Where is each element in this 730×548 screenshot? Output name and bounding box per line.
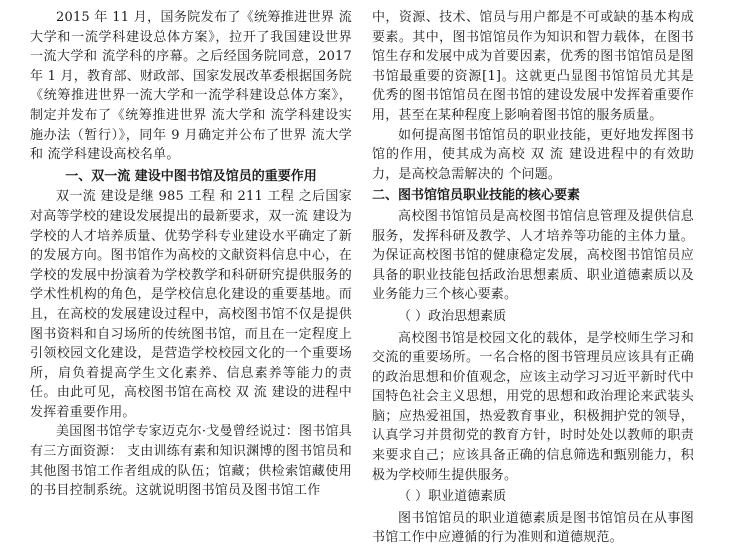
section-1-paragraph-3: 如何提高图书馆馆员的职业技能，更好地发挥图书馆的作用，使其成为高校 双 流 建设进程中的有效助力，是高校急需解决的 个问题。: [372, 127, 694, 182]
section-2-paragraph-2: 高校图书馆是校园文化的载体，是学校师生学习和交流的重要场所。一名合格的图书管理员应该具有正确的政治思想和价值观念，应该主动学习习近平新时代中国特色社会主义思想，用党的思想和政治理论来武装头脑；应热爱祖国，热爱教育事业，积极拥护党的领导，认真学习并贯彻党的教育方针，时时处处以教师的职责来要求自己；应该具备正确的信息筛选和甄别能力，积极为学校师生提供服务。: [372, 330, 694, 483]
left-column: [30, 8, 352, 501]
section-2-paragraph-3: 图书馆馆员的职业道德素质是图书馆馆员在从事图书馆工作中应遵循的行为准则和道德规范。: [372, 510, 694, 546]
right-column: [372, 8, 694, 548]
section-heading-1: 一、双一流 建设中图书馆及馆员的重要作用: [65, 168, 317, 184]
intro-paragraph: 2015 年 11 月，国务院发布了《统筹推进世界 流大学和一流学科建设总体方案》，拉开了我国建设世界一流大学和 流学科的序幕。之后经国务院同意，2017 年 1 月，教育部、财政部、国家发展改革委根据国务院《统筹推进世界一流大学和一流学科建设总体方案》，制定并发布了《统筹推进世界 流大学和 流学科建设实施办法（暂行）》，同年 9 月确定并公布了世界 流大学和 流学科建设高校名单。: [30, 10, 352, 163]
section-1-paragraph-1: 双一流 建设是继 985 工程 和 211 工程 之后国家对高等学校的建设发展提出的最新要求，双一流 建设为学校的人才培养质量、优势学科专业建设水平确定了新的发展方向。图书馆作为高校的文献资料信息中心，在学校的发展中扮演着为学校教学和科研研究提供服务的学术性机构的角色，是学校信息化建设的重要基地。而且，在高校的发展建设过程中，高校图书馆不仅是提供图书资料和自习场所的传统图书馆，而且在一定程度上引领校园文化建设，是营造学校校园文化的一个重要场所，肩负着提高学生文化素养、信息素养等能力的责任。由此可见，高校图书馆在高校 双 流 建设的进程中发挥着重要作用。: [30, 189, 352, 420]
subsection-heading-political: （ ）政治思想素质: [398, 308, 507, 324]
continued-paragraph: 中，资源、技术、馆员与用户都是不可或缺的基本构成要素。其中，图书馆馆员作为知识和智力载体，在图书馆生存和发展中成为首要因素，优秀的图书馆馆员是图书馆最重要的资源[1]。这就更凸显图书馆馆员尤其是优秀的图书馆馆员在图书馆的建设发展中发挥着重要作用，甚至在某种程度上影响着图书馆的服务质量。: [372, 10, 694, 123]
section-1-paragraph-2: 美国图书馆学专家迈克尔·戈曼曾经说过：图书馆具有三方面资源： 支由训练有素和知识渊博的图书馆员和其他图书馆工作者组成的队伍；馆藏；供检索馆藏使用的书目控制系统。这就说明图书馆员及图书馆工作: [30, 424, 352, 499]
subsection-heading-ethics: （ ）职业道德素质: [398, 489, 507, 505]
section-heading-2: 二、图书馆馆员职业技能的核心要素: [372, 188, 581, 204]
section-2-paragraph-1: 高校图书馆馆员是高校图书馆信息管理及提供信息服务，发挥科研及教学、人才培养等功能的主体力量。为保证高校图书馆的健康稳定发展，高校图书馆馆员应具备的职业技能包括政治思想素质、职业道德素质以及业务能力三个核心要素。: [372, 208, 694, 303]
